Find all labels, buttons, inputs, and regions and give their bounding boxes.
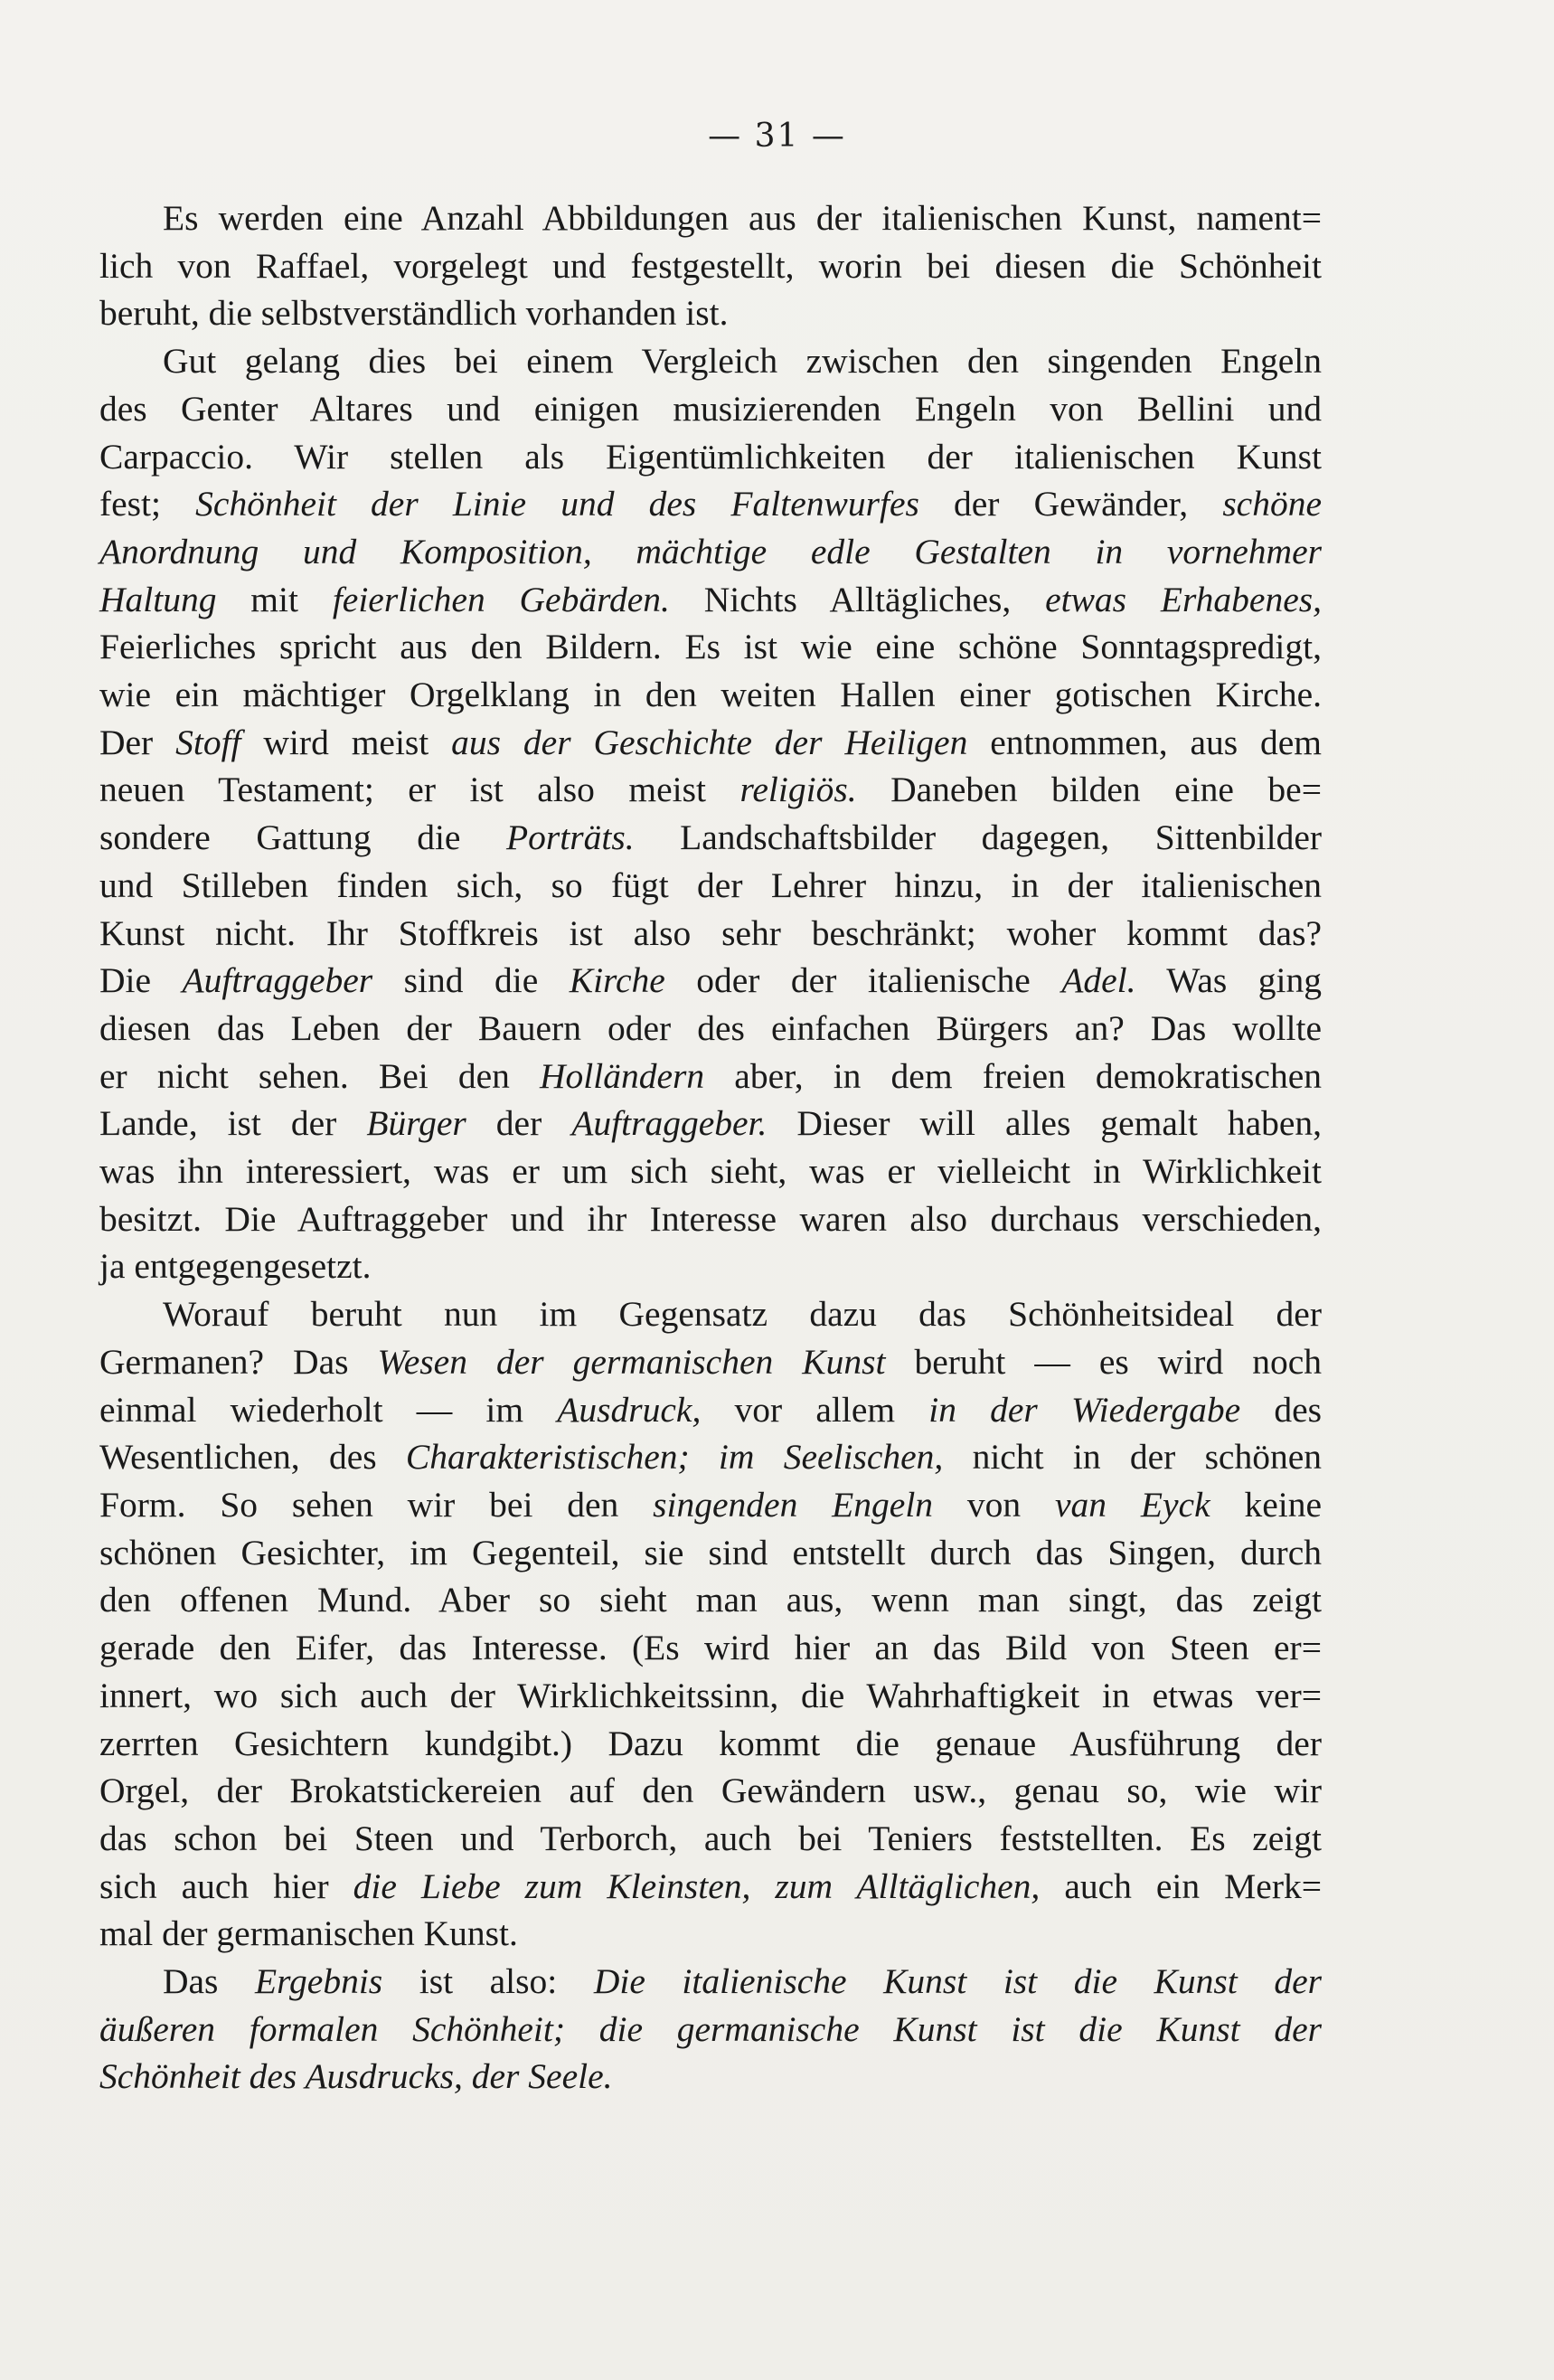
line-text: Gut gelang dies bei einem Vergleich zwischen den singenden Engeln — [163, 341, 1322, 382]
line-text: mal der germanischen Kunst. — [99, 1913, 518, 1954]
text-line — [99, 957, 1322, 1005]
text-line — [99, 337, 1322, 385]
text-line — [99, 1433, 1322, 1481]
line-text: besitzt. Die Auftraggeber und ihr Interesse waren also durchaus verschieden, — [99, 1198, 1322, 1239]
emphasis-text: äußeren formalen Schönheit; die germanische Kunst ist die Kunst der — [99, 2008, 1322, 2049]
body-text — [99, 194, 1322, 2101]
text-line — [99, 1624, 1322, 1672]
line-text: Feierliches spricht aus den Bildern. Es ist wie eine schöne Sonntagspredigt, — [99, 627, 1322, 667]
emphasis-text: Bürger — [366, 1103, 466, 1144]
emphasis-text: Wesen der germanischen Kunst — [377, 1341, 886, 1382]
text-line — [99, 671, 1322, 719]
line-text: Es werden eine Anzahl Abbildungen aus der italienischen Kunst, nament= — [163, 198, 1322, 238]
line-text: Nichts Alltägliches, — [669, 579, 1046, 619]
line-text: Daneben bilden eine be= — [856, 770, 1322, 810]
line-text: der — [466, 1103, 572, 1144]
text-line — [99, 1100, 1322, 1148]
text-line — [99, 1529, 1322, 1577]
text-line — [99, 242, 1322, 290]
line-text: sondere Gattung die — [99, 817, 507, 858]
paragraph — [99, 194, 1322, 337]
emphasis-text: Ergebnis — [255, 1961, 383, 2002]
line-text: keine — [1210, 1484, 1323, 1525]
emphasis-text: Die italienische Kunst ist die Kunst der — [593, 1961, 1322, 2002]
line-text: Landschaftsbilder dagegen, Sittenbilder — [634, 817, 1323, 858]
line-text: was ihn interessiert, was er um sich sieht, was er vielleicht in Wirklichkeit — [99, 1151, 1322, 1192]
line-text: Carpaccio. Wir stellen als Eigentümlichkeiten der italienischen Kunst — [99, 436, 1322, 477]
emphasis-text: in der Wiedergabe — [928, 1389, 1241, 1430]
emphasis-text: Porträts. — [506, 817, 635, 858]
line-text: auch ein Merk= — [1040, 1865, 1322, 1906]
text-line — [99, 1767, 1322, 1815]
text-line — [99, 1290, 1322, 1338]
line-text: Der — [99, 722, 176, 762]
text-line — [99, 289, 1322, 337]
line-text: gerade den Eifer, das Interesse. (Es wird hier an das Bild von Steen er= — [99, 1628, 1322, 1668]
line-text: lich von Raffael, vorgelegt und festgestellt, worin bei diesen die Schönheit — [99, 245, 1322, 286]
line-text: Was ging — [1135, 960, 1322, 1001]
text-line — [99, 1481, 1322, 1529]
line-text: Orgel, der Brokatstickereien auf den Gewändern usw., genau so, wie wir — [99, 1771, 1322, 1811]
emphasis-text: Anordnung und Komposition, mächtige edle Gestalten in vornehmer — [99, 531, 1322, 571]
line-text: beruht — es wird noch — [885, 1341, 1322, 1382]
text-line — [99, 2006, 1322, 2054]
line-text: wie ein mächtiger Orgelklang in den weiten Hallen einer gotischen Kirche. — [99, 675, 1322, 715]
line-text: ja entgegengesetzt. — [99, 1246, 372, 1287]
emphasis-text: Ausdruck, — [557, 1389, 702, 1430]
line-text: oder der italienische — [664, 960, 1062, 1001]
line-text: Germanen? Das — [99, 1341, 378, 1382]
emphasis-text: Holländern — [540, 1055, 705, 1096]
text-line — [99, 385, 1322, 433]
emphasis-text: die Liebe zum Kleinsten, zum Alltäglichen, — [353, 1865, 1041, 1906]
line-text: entnommen, aus dem — [967, 722, 1322, 762]
line-text: und Stilleben finden sich, so fügt der Lehrer hinzu, in der italienischen — [99, 864, 1322, 905]
emphasis-text: singenden Engeln — [653, 1484, 934, 1525]
text-line — [99, 1005, 1322, 1053]
text-line — [99, 1958, 1322, 2006]
line-text: innert, wo sich auch der Wirklichkeitssinn, die Wahrhaftigkeit in etwas ver= — [99, 1675, 1322, 1715]
text-line — [99, 1338, 1322, 1386]
line-text: den offenen Mund. Aber so sieht man aus, wenn man singt, das zeigt — [99, 1580, 1322, 1620]
text-line — [99, 1576, 1322, 1624]
line-text: fest; — [99, 484, 196, 524]
emphasis-text: aus der Geschichte der Heiligen — [451, 722, 968, 762]
line-text: zerrten Gesichtern kundgibt.) Dazu kommt die genaue Ausführung der — [99, 1723, 1322, 1763]
text-line — [99, 480, 1322, 528]
line-text: diesen das Leben der Bauern oder des einfachen Bürgers an? Das wollte — [99, 1007, 1322, 1048]
line-text: Das — [163, 1961, 255, 2002]
line-text: sind die — [372, 960, 570, 1001]
text-line — [99, 1386, 1322, 1434]
line-text: Form. So sehen wir bei den — [99, 1484, 654, 1525]
text-line — [99, 814, 1322, 862]
line-text: mit — [216, 579, 333, 619]
emphasis-text: Charakteristischen; im Seelischen, — [405, 1437, 944, 1478]
emphasis-text: etwas Erhabenes, — [1045, 579, 1322, 619]
emphasis-text: Auftraggeber — [182, 960, 373, 1001]
line-text: Lande, ist der — [99, 1103, 367, 1144]
line-text: er nicht sehen. Bei den — [99, 1055, 541, 1096]
emphasis-text: van Eyck — [1055, 1484, 1210, 1525]
emphasis-text: Kirche — [569, 960, 665, 1001]
emphasis-text: Auftraggeber. — [571, 1103, 768, 1144]
line-text: aber, in dem freien demokratischen — [704, 1055, 1322, 1096]
line-text: schönen Gesichter, im Gegenteil, sie sind entstellt durch das Singen, durch — [99, 1532, 1322, 1572]
line-text: sich auch hier — [99, 1865, 353, 1906]
line-text: neuen Testament; er ist also meist — [99, 770, 740, 810]
line-text: Wesentlichen, des — [99, 1437, 406, 1478]
line-text: des Genter Altares und einigen musizierenden Engeln von Bellini und — [99, 388, 1322, 429]
text-line — [99, 433, 1322, 481]
text-line — [99, 2053, 1322, 2101]
emphasis-text: Stoff — [175, 722, 241, 762]
line-text: Kunst nicht. Ihr Stoffkreis ist also sehr beschränkt; woher kommt das? — [99, 912, 1322, 953]
emphasis-text: Schönheit der Linie und des Faltenwurfes — [195, 484, 919, 524]
line-text: Die — [99, 960, 183, 1001]
paragraph — [99, 1958, 1322, 2101]
text-line — [99, 1720, 1322, 1768]
paragraph — [99, 1290, 1322, 1958]
text-line — [99, 766, 1322, 814]
emphasis-text: Adel. — [1061, 960, 1136, 1001]
emphasis-text: Haltung — [99, 579, 217, 619]
page-number: — 31 — — [708, 118, 846, 155]
line-text: ist also: — [382, 1961, 594, 2002]
line-text: von — [933, 1484, 1056, 1525]
text-line — [99, 1195, 1322, 1243]
line-text: einmal wiederholt — im — [99, 1389, 558, 1430]
emphasis-text: feierlichen Gebärden. — [332, 579, 670, 619]
text-line — [99, 1672, 1322, 1720]
text-line — [99, 1863, 1322, 1911]
text-line — [99, 910, 1322, 958]
text-line — [99, 623, 1322, 671]
emphasis-text: religiös. — [739, 770, 857, 810]
text-line — [99, 1815, 1322, 1863]
text-line — [99, 719, 1322, 767]
emphasis-text: Schönheit des Ausdrucks, der Seele. — [99, 2056, 613, 2097]
line-text: beruht, die selbstverständlich vorhanden ist. — [99, 293, 729, 334]
text-line — [99, 528, 1322, 576]
text-line — [99, 1148, 1322, 1195]
text-line — [99, 1053, 1322, 1100]
paragraph — [99, 337, 1322, 1290]
line-text: vor allem — [701, 1389, 929, 1430]
line-text: des — [1240, 1389, 1322, 1430]
line-text: das schon bei Steen und Terborch, auch bei Teniers feststellten. Es zeigt — [99, 1818, 1322, 1858]
text-line — [99, 576, 1322, 624]
text-line — [99, 1910, 1322, 1958]
line-text: nicht in der schönen — [943, 1437, 1322, 1478]
line-text: Dieser will alles gemalt haben, — [767, 1103, 1323, 1144]
text-line — [99, 1242, 1322, 1290]
line-text: wird meist — [240, 722, 452, 762]
text-line — [99, 862, 1322, 910]
text-line — [99, 194, 1322, 242]
emphasis-text: schöne — [1222, 484, 1322, 524]
line-text: Worauf beruht nun im Gegensatz dazu das Schönheitsideal der — [163, 1294, 1322, 1335]
line-text: der Gewänder, — [918, 484, 1223, 524]
